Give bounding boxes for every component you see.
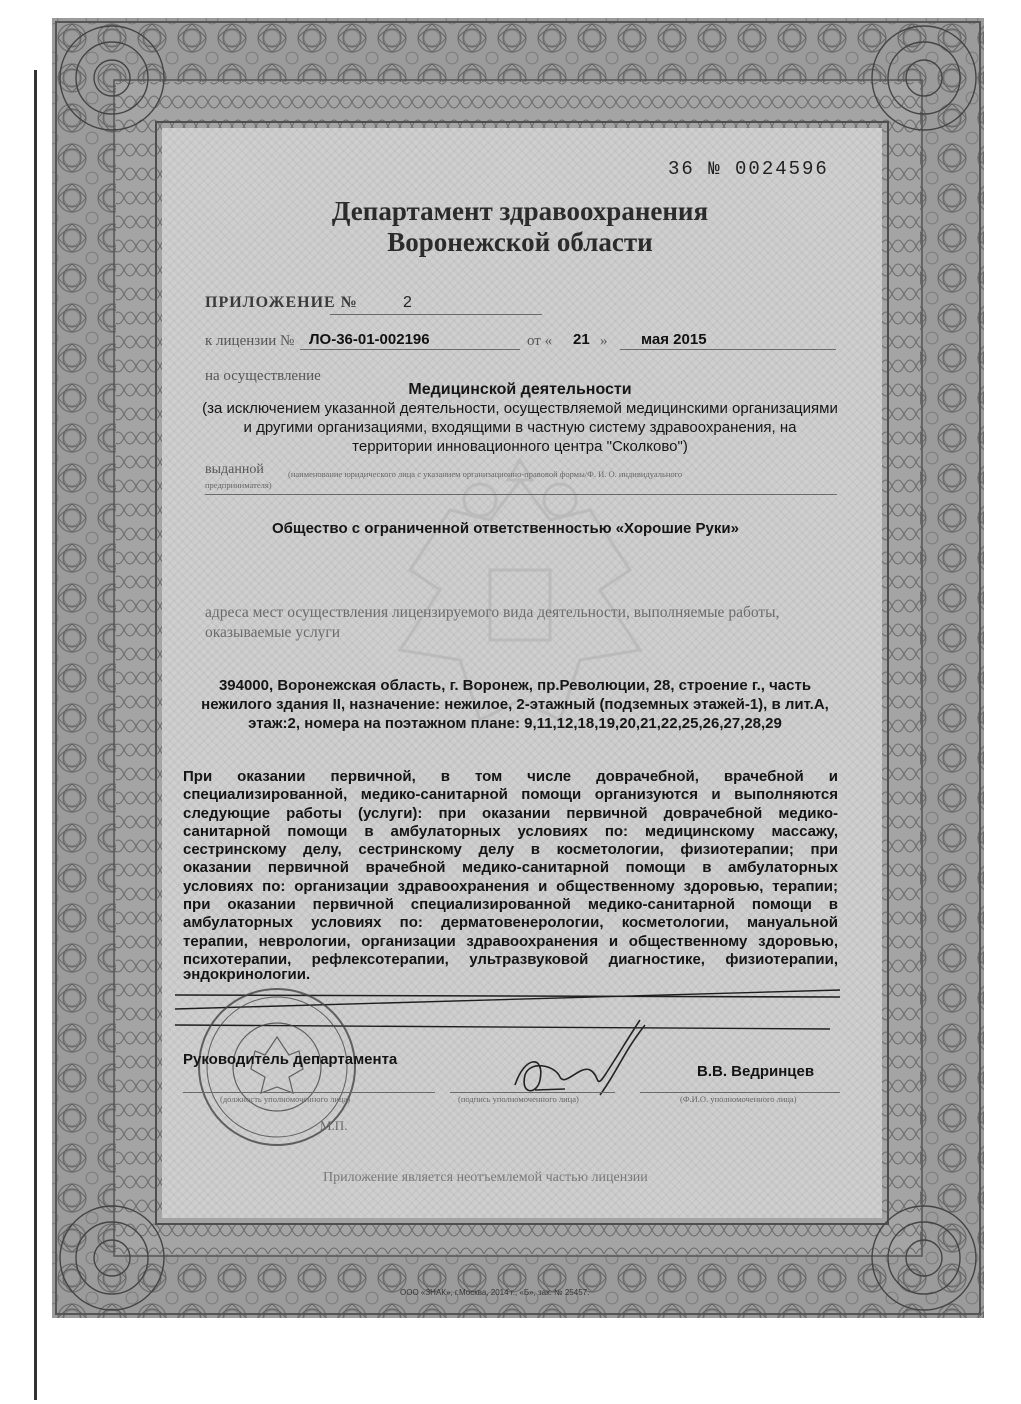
- works-line: При оказании первичной, в том числе доврачебной, врачебной и: [183, 768, 838, 785]
- works-line: санитарной помощи в амбулаторных условиях по: медицинскому массажу,: [183, 822, 838, 840]
- works-block: [183, 768, 838, 969]
- works-line: сестринскому делу, сестринскому делу в косметологии, физиотерапии; при: [183, 841, 838, 859]
- license-number: ЛО-36-01-002196: [309, 331, 430, 348]
- organization-name: Общество с ограниченной ответственностью «Хорошие Руки»: [272, 520, 739, 537]
- license-label: к лицензии №: [205, 333, 295, 349]
- address-line: нежилого здания II, назначение: нежилое, 2-этажный (подземных этажей-1), в лит.А,: [201, 696, 829, 713]
- works-line: при оказании первичной специализированной медико-санитарной помощи в: [183, 896, 838, 914]
- works-line: психотерапии, рефлексотерапии, ультразвуковой диагностике, физиотерапии,: [183, 950, 838, 968]
- address-line: 394000, Воронежская область, г. Воронеж, пр.Революции, 28, строение г., часть: [218, 677, 812, 694]
- works-line: амбулаторных условиях по: дерматовенерологии, косметологии, мануальной: [183, 914, 838, 932]
- issued-hint-1: (наименование юридического лица с указанием организационно-правовой формы/Ф. И. О. индивидуального: [288, 469, 683, 479]
- address-block: [190, 676, 840, 733]
- issued-label: выданной: [205, 462, 264, 477]
- issued-hint-2: предпринимателя): [205, 480, 272, 490]
- works-line: условиях по: организации здравоохранения и общественному здоровью, терапии;: [183, 877, 838, 895]
- works-line: оказании первичной врачебной медико-санитарной помощи в амбулаторных: [183, 859, 838, 877]
- activity-note-line: территории инновационного центра "Сколково"): [352, 438, 688, 455]
- addresses-label-1: адреса мест осуществления лицензируемого вида деятельности, выполняемые работы,: [205, 604, 780, 621]
- caption-signature: (подпись уполномоченного лица): [458, 1094, 579, 1104]
- caption-position: (должность уполномоченного лица): [220, 1094, 351, 1104]
- works-last-line: эндокринологии.: [183, 966, 311, 983]
- license-day: 21: [573, 331, 590, 348]
- caption-name: (Ф.И.О. уполномоченного лица): [680, 1094, 797, 1104]
- activity-note-line: и другими организациями, входящими в частную систему здравоохранения, на: [243, 419, 797, 436]
- title-line-1: Департамент здравоохранения: [331, 196, 709, 226]
- works-line: следующие работы (услуги): при оказании первичной доврачебной медико-: [183, 804, 838, 822]
- page-title: [230, 196, 810, 258]
- form-series-number: 36 № 0024596: [668, 158, 829, 180]
- appendix-label: ПРИЛОЖЕНИЕ №: [205, 294, 358, 311]
- license-month-year: мая 2015: [641, 331, 707, 348]
- works-line: терапии, неврологии, организации здравоохранения и общественному здоровью,: [183, 932, 838, 950]
- signatory-name: В.В. Ведринцев: [697, 1063, 815, 1080]
- works-line: специализированной, медико-санитарной помощи организуются и выполняются: [183, 786, 838, 804]
- addresses-label-2: оказываемые услуги: [205, 624, 341, 641]
- stamp-place: М.П.: [320, 1118, 348, 1133]
- address-line: этаж:2, номера на поэтажном плане: 9,11,12,18,19,20,21,22,25,26,27,28,29: [248, 715, 782, 732]
- footer-note: Приложение является неотъемлемой частью лицензии: [323, 1170, 648, 1185]
- appendix-number: 2: [403, 294, 412, 311]
- activity-title: Медицинской деятельности: [408, 381, 632, 398]
- activity-label: на осуществление: [205, 368, 321, 384]
- date-prefix: от «: [527, 333, 553, 349]
- printer-note: ООО «ЗНАК», г.Москва, 2014 г., «Б», зак. № 25457.: [400, 1288, 590, 1297]
- activity-note-line: (за исключением указанной деятельности, осуществляемой медицинскими организациями: [202, 400, 838, 417]
- activity-block: [185, 380, 855, 456]
- title-line-2: Воронежской области: [387, 227, 653, 257]
- signatory-position: Руководитель департамента: [183, 1051, 398, 1068]
- date-close: »: [600, 333, 608, 349]
- paper-edge: [34, 70, 37, 1400]
